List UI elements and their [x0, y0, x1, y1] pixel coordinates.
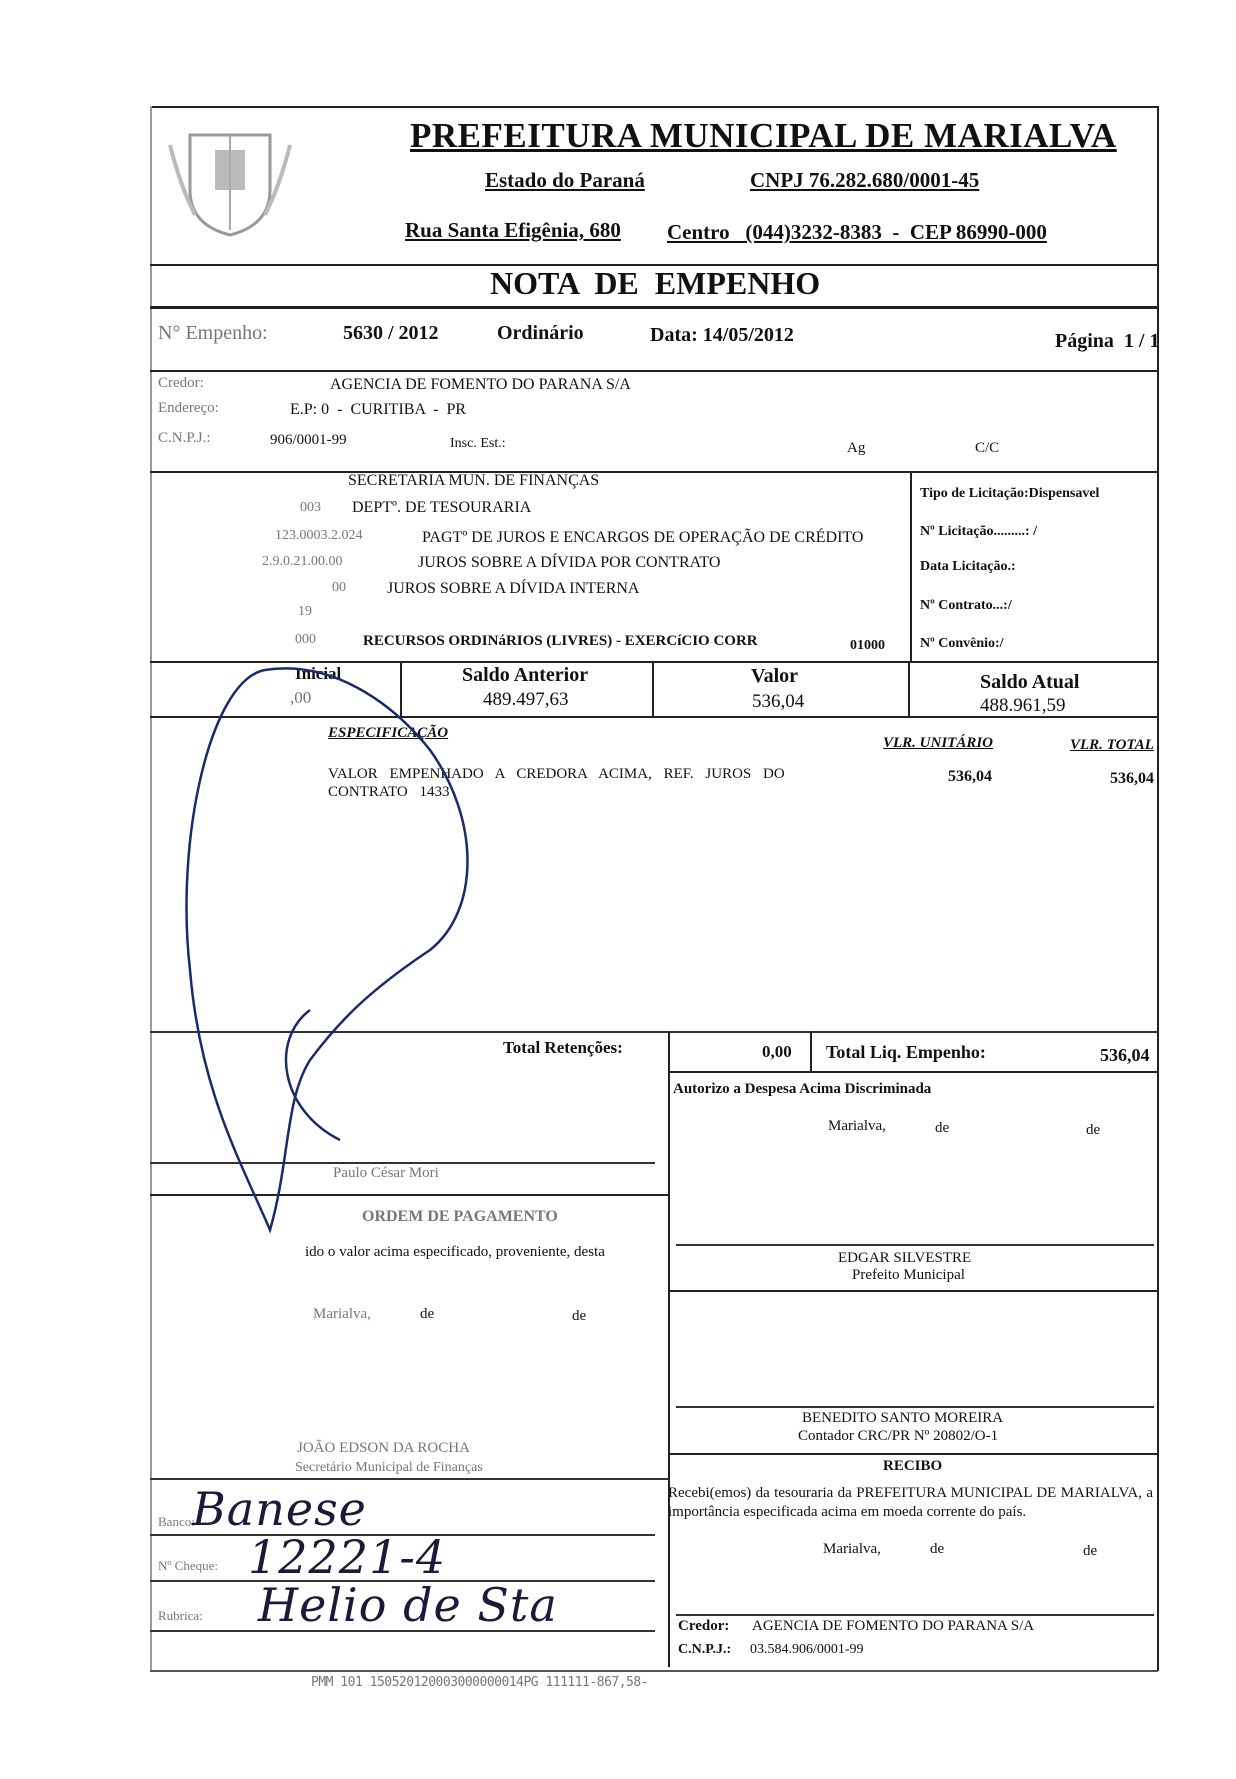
frame-left: [150, 106, 152, 1671]
bank-label: Banco:: [158, 1514, 195, 1529]
cnpj-label: C.N.P.J.:: [158, 430, 211, 446]
saldo-inicial-value: ,00: [290, 688, 312, 707]
doc-title: NOTA DE EMPENHO: [490, 265, 821, 301]
divider: [668, 1453, 1158, 1455]
saldo-anterior-value: 489.497,63: [483, 689, 569, 710]
number-label: N° Empenho:: [158, 322, 268, 344]
accountant-name: BENEDITO SANTO MOREIRA: [802, 1410, 1004, 1426]
address: Rua Santa Efigênia, 680: [405, 218, 621, 242]
payment-order-title: ORDEM DE PAGAMENTO: [362, 1208, 558, 1225]
creditor-label: Credor:: [158, 375, 204, 391]
account-label: C/C: [975, 440, 1000, 456]
recurso-number: 01000: [850, 638, 885, 653]
divider: [150, 370, 1158, 372]
funcional-code: 123.0003.2.024: [275, 528, 363, 543]
convenio: Nº Convênio:/: [920, 636, 1004, 651]
item-unit-value: 536,04: [948, 768, 992, 785]
left-place: Marialva,: [313, 1306, 371, 1322]
elemento-code: 2.9.0.21.00.00: [262, 554, 343, 569]
pen-stroke-signature: [170, 640, 510, 1240]
address-label: Endereço:: [158, 400, 219, 416]
licitacao-data: Data Licitação.:: [920, 559, 1016, 574]
agency-label: Ag: [847, 440, 866, 456]
footer-code: PMM 101 150520120003000000014PG 111111-867,58-: [311, 1675, 649, 1690]
authorization-text: Autorizo a Despesa Acima Discriminada: [673, 1081, 932, 1097]
bank-handwriting: Banese: [192, 1482, 367, 1536]
divider: [150, 471, 1158, 473]
left-de-2: de: [572, 1308, 587, 1324]
mayor-role: Prefeito Municipal: [852, 1267, 965, 1283]
divider: [910, 471, 912, 662]
state-name: Estado do Paraná: [485, 168, 645, 192]
liquido-value: 536,04: [1100, 1045, 1150, 1065]
right-de-2: de: [1086, 1122, 1101, 1138]
valor-value: 536,04: [752, 691, 805, 712]
reduzido: 19: [298, 604, 312, 619]
mayor-name: EDGAR SILVESTRE: [838, 1250, 972, 1266]
recurso-code: 000: [295, 632, 316, 647]
check-label: Nº Cheque:: [158, 1558, 218, 1573]
divider: [652, 661, 654, 716]
right-de-1: de: [935, 1120, 950, 1136]
coat-of-arms-icon: [160, 115, 300, 245]
contrato: Nº Contrato...:/: [920, 598, 1012, 613]
creditor-cnpj: 906/0001-99: [270, 432, 347, 448]
handwritten-signature: Helio de Sta: [258, 1578, 558, 1632]
right-place: Marialva,: [828, 1118, 886, 1134]
creditor-name: AGENCIA DE FOMENTO DO PARANA S/A: [330, 376, 631, 393]
divider: [150, 1630, 655, 1632]
receipt-de-1: de: [930, 1541, 945, 1557]
check-handwriting: 12221-4: [248, 1530, 447, 1584]
valor-label: Valor: [751, 665, 799, 687]
receipt-de-2: de: [1083, 1543, 1098, 1559]
divider: [676, 1614, 1154, 1616]
divider: [908, 661, 910, 716]
credor-cnpj-value: 03.584.906/0001-99: [750, 1642, 864, 1657]
frame-bottom: [150, 1670, 1158, 1672]
unidade-code: 003: [300, 500, 321, 515]
empenho-type: Ordinário: [497, 322, 584, 344]
receipt-title: RECIBO: [883, 1458, 943, 1474]
credor-cnpj-label: C.N.P.J.:: [678, 1642, 732, 1657]
header-cnpj: CNPJ 76.282.680/0001-45: [750, 168, 980, 192]
signature-label: Rubrica:: [158, 1608, 203, 1623]
insc-est: Insc. Est.:: [450, 436, 506, 451]
frame-top: [150, 106, 1158, 108]
saldo-anterior-label: Saldo Anterior: [462, 664, 589, 686]
divider: [676, 1244, 1154, 1246]
licitacao-tipo: Tipo de Licitação:Dispensavel: [920, 486, 1100, 501]
signer1-name: Paulo César Mori: [333, 1165, 439, 1181]
empenho-date: Data: 14/05/2012: [650, 324, 794, 346]
secretary-role: Secretário Municipal de Finanças: [295, 1460, 483, 1475]
page-number: Página 1 / 1: [1055, 330, 1160, 352]
receipt-text: Recebi(emos) da tesouraria da PREFEITURA MUNICIPAL DE MARIALVA, a importância especificada acima em moeda corrente do país.: [668, 1485, 1153, 1520]
funcional: PAGTº DE JUROS E ENCARGOS DE OPERAÇÃO DE CRÉDITO: [422, 529, 864, 546]
retencoes-label: Total Retenções:: [503, 1038, 623, 1057]
retencoes-value: 0,00: [762, 1042, 792, 1061]
empenho-number: 5630 / 2012: [343, 322, 439, 344]
payment-order-text: ido o valor acima especificado, proveniente, desta: [305, 1244, 605, 1260]
creditor-city: E.P: 0 - CURITIBA - PR: [290, 401, 467, 418]
divider: [668, 1071, 1158, 1073]
divider: [150, 1478, 668, 1480]
divider: [150, 306, 1158, 309]
unidade: DEPTº. DE TESOURARIA: [352, 499, 532, 516]
desdobramento: JUROS SOBRE A DÍVIDA INTERNA: [387, 580, 640, 597]
left-de-1: de: [420, 1306, 435, 1322]
elemento: JUROS SOBRE A DÍVIDA POR CONTRATO: [418, 554, 721, 571]
item-total-value: 536,04: [1110, 770, 1154, 787]
credor-value: AGENCIA DE FOMENTO DO PARANA S/A: [752, 1618, 1035, 1634]
receipt-place: Marialva,: [823, 1541, 881, 1557]
saldo-atual-label: Saldo Atual: [980, 671, 1080, 693]
divider: [810, 1031, 812, 1071]
saldo-inicial-label: Inicial: [295, 664, 342, 683]
spec-header: ESPECIFICAÇÃO: [328, 725, 449, 741]
desdobramento-code: 00: [332, 580, 346, 595]
orgao: SECRETARIA MUN. DE FINANÇAS: [348, 472, 600, 489]
licitacao-numero: Nº Licitação.........: /: [920, 524, 1037, 539]
accountant-role: Contador CRC/PR Nº 20802/O-1: [798, 1428, 999, 1444]
unit-header: VLR. UNITÁRIO: [883, 735, 994, 751]
item-description: VALOR EMPENHADO A CREDORA ACIMA, REF. JUROS DO CONTRATO 1433: [328, 766, 785, 800]
credor-label: Credor:: [678, 1618, 730, 1634]
divider: [668, 1031, 670, 1667]
recurso: RECURSOS ORDINáRIOS (LIVRES) - EXERCíCIO CORR: [363, 633, 758, 649]
page-title: PREFEITURA MUNICIPAL DE MARIALVA: [410, 116, 1117, 155]
district-phone: Centro (044)3232-8383 - CEP 86990-000: [667, 220, 1047, 244]
secretary-name: JOÃO EDSON DA ROCHA: [297, 1440, 470, 1456]
total-header: VLR. TOTAL: [1070, 737, 1154, 753]
divider: [676, 1406, 1154, 1408]
divider: [668, 1290, 1158, 1292]
saldo-atual-value: 488.961,59: [980, 695, 1066, 716]
liquido-label: Total Liq. Empenho:: [826, 1042, 986, 1062]
